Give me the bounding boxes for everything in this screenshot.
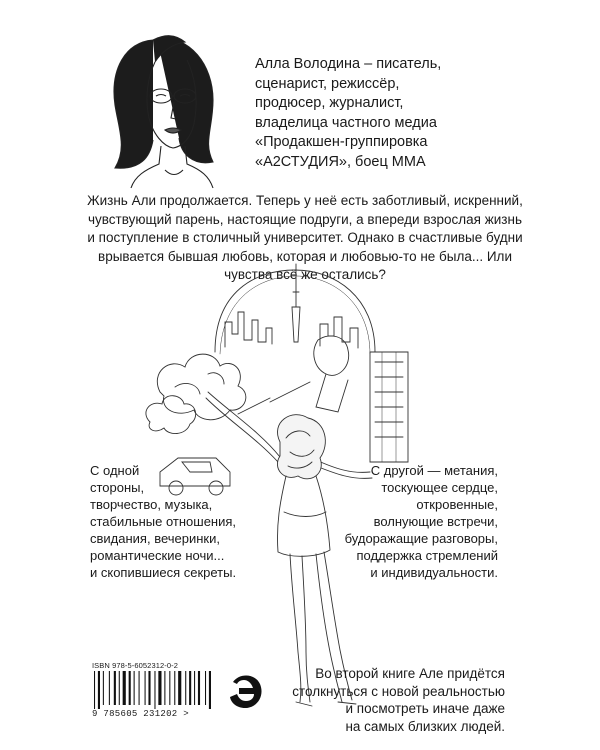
isbn-barcode [92,661,216,721]
author-bio-line: «А2СТУДИЯ», боец ММА [255,153,426,170]
bottom-note-line: столкнуться с новой реальностью [292,683,505,699]
author-bio-line: Алла Володина – писатель, [255,56,442,72]
right-column-line: и индивидуальности. [370,565,498,580]
right-column-line: будоражащие разговоры, [344,531,498,546]
author-portrait [95,30,235,190]
right-column-text [300,462,498,581]
author-bio [255,55,575,172]
author-bio-line: сценарист, режиссёр, [255,75,400,92]
left-column-line: стабильные отношения, [90,514,237,529]
synopsis-line: чувствующий парень, настоящие подруги, а впереди взрослая жизнь [87,211,522,227]
isbn-number: ISBN 978-5-6052312-0-2 [92,661,179,670]
bottom-note [285,665,505,735]
right-column-line: поддержка стремлений [356,548,498,563]
bottom-note-line: и посмотреть иначе даже [345,701,505,716]
left-column-line: С одной [90,463,140,478]
left-column-line: и скопившиеся секреты. [90,565,237,580]
synopsis-line: Жизнь Али продолжается. Теперь у неё есть заботливый, искренний, [87,193,523,208]
left-column-line: романтические ночи... [90,548,225,563]
synopsis-line: и поступление в столичный университет. Однако в счастливые будни [87,230,523,245]
bottom-note-line: Во второй книге Але придётся [315,666,505,681]
author-bio-line: продюсер, журналист, [255,95,404,111]
barcode-bars-icon [92,671,216,709]
bottom-note-line: на самых близких людей. [345,718,505,734]
synopsis-line: чувства всё же остались? [224,267,386,282]
left-column-line: свидания, вечеринки, [90,531,220,546]
right-column-line: С другой — метания, [370,463,498,478]
barcode-digits: 9 785605 231202 > [92,709,189,719]
left-column-line: творчество, музыка, [90,497,213,512]
right-column-line: волнующие встречи, [373,514,498,529]
eksmo-logo-icon [225,670,267,712]
right-column-line: откровенные, [416,497,498,512]
author-bio-line: «Продакшен-группировка [255,134,428,150]
author-bio-line: владелица частного медиа [255,114,437,131]
left-column-line: стороны, [90,480,145,495]
synopsis-line: врывается бывшая любовь, которая и любовью-то не была... Или [98,248,512,264]
right-column-line: тоскующее сердце, [381,480,498,495]
left-column-text [90,462,250,581]
